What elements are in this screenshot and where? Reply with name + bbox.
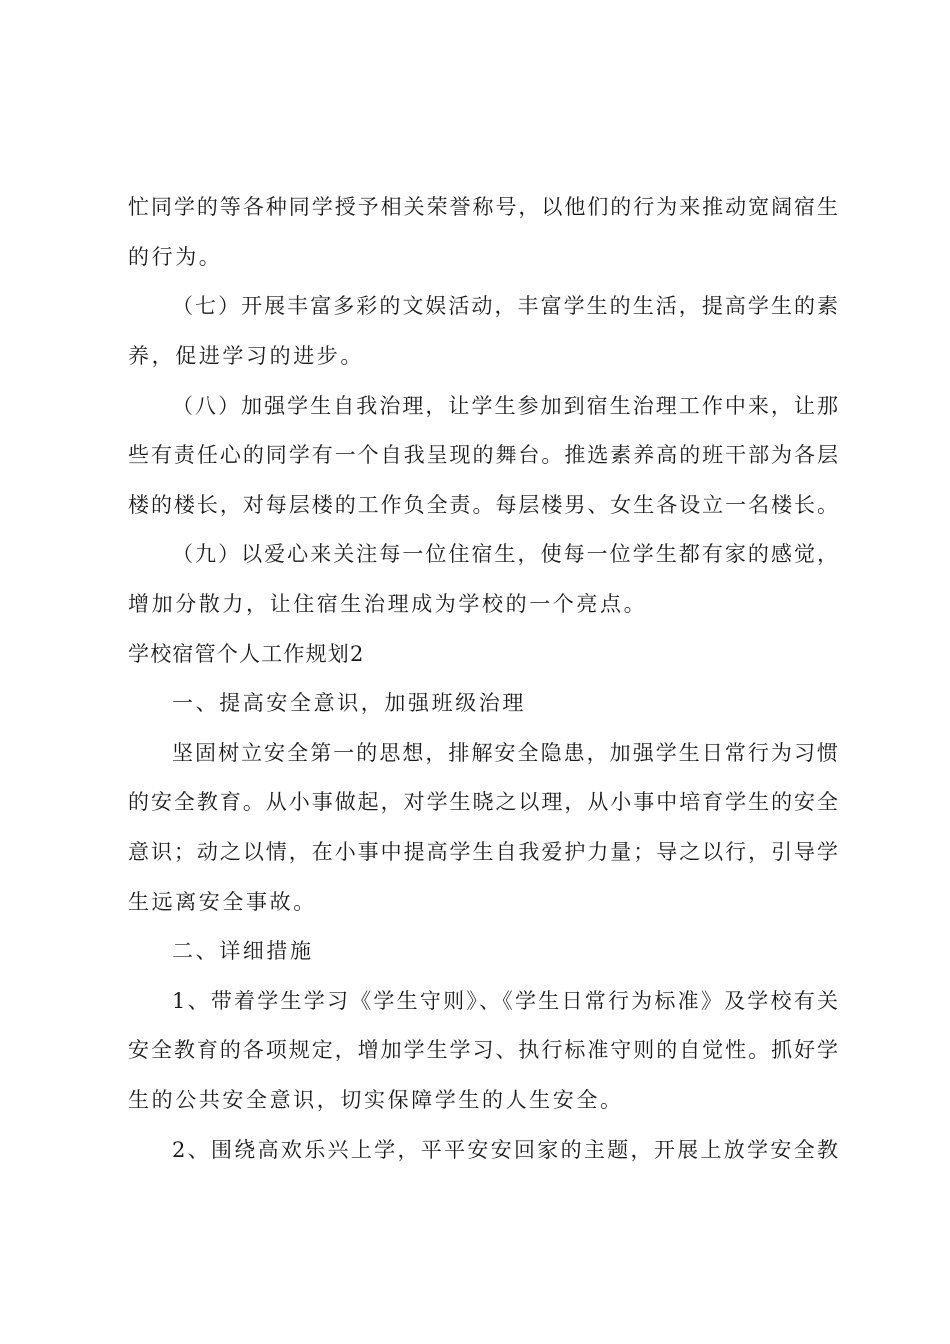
paragraph-line: 意识；动之以情，在小事中提高学生自我爱护力量；导之以行，引导学	[128, 840, 838, 864]
paragraph-line: 些有责任心的同学有一个自我呈现的舞台。推选素养高的班干部为各层	[128, 443, 838, 467]
paragraph-line: 楼的楼长，对每层楼的工作负全责。每层楼男、女生各设立一名楼长。	[128, 493, 838, 517]
paragraph-line: 的安全教育。从小事做起，对学生晓之以理，从小事中培育学生的安全	[128, 790, 838, 814]
section-title: 学校宿管个人工作规划2	[128, 642, 365, 666]
paragraph-line: （七）开展丰富多彩的文娱活动，丰富学生的生活，提高学生的素	[172, 294, 838, 318]
subheading: 二、详细措施	[172, 939, 314, 963]
paragraph-line: 养，促进学习的进步。	[128, 344, 364, 368]
subheading: 一、提高安全意识，加强班级治理	[172, 691, 526, 715]
paragraph-line: 坚固树立安全第一的思想，排解安全隐患，加强学生日常行为习惯	[172, 741, 838, 765]
paragraph-line: 安全教育的各项规定，增加学生学习、执行标准守则的自觉性。抓好学	[128, 1038, 838, 1062]
paragraph-line: （八）加强学生自我治理，让学生参加到宿生治理工作中来，让那	[172, 394, 838, 418]
paragraph-line: 的行为。	[128, 245, 223, 269]
paragraph-line: （九）以爱心来关注每一位住宿生，使每一位学生都有家的感觉，	[172, 542, 838, 566]
paragraph-line: 忙同学的等各种同学授予相关荣誉称号，以他们的行为来推动宽阔宿生	[128, 195, 838, 219]
paragraph-line: 1、带着学生学习《学生守则》、《学生日常行为标准》及学校有关	[172, 989, 838, 1013]
paragraph-line: 生远离安全事故。	[128, 890, 317, 914]
paragraph-line: 生的公共安全意识，切实保障学生的人生安全。	[128, 1088, 624, 1112]
paragraph-line: 增加分散力，让住宿生治理成为学校的一个亮点。	[128, 592, 648, 616]
paragraph-line: 2、围绕高欢乐兴上学，平平安安回家的主题，开展上放学安全教	[172, 1138, 838, 1162]
